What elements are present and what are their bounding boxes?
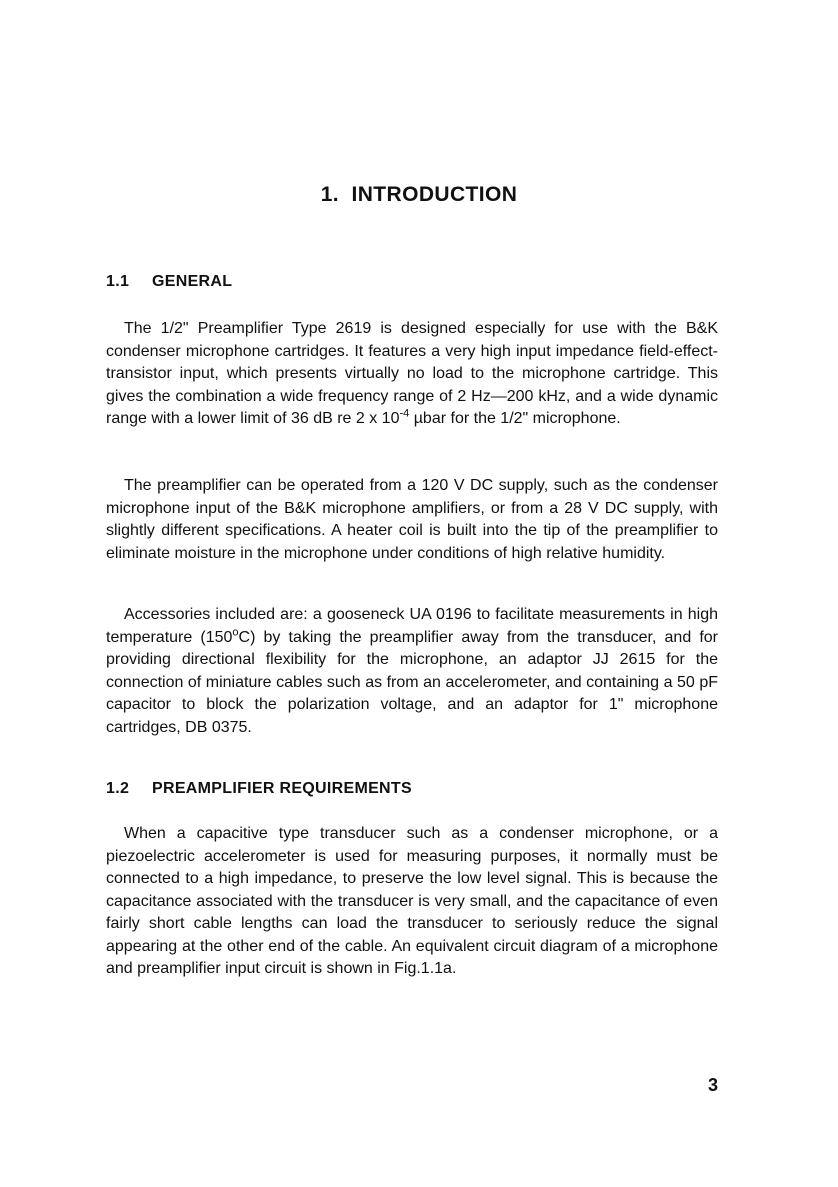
paragraph-text: Accessories included are: a gooseneck UA 0196 to facilitate measurements in high temperature (150 [106, 606, 718, 646]
section-title: GENERAL [152, 273, 233, 290]
superscript-degree: o [232, 626, 239, 639]
paragraph-general-1 [106, 318, 718, 431]
chapter-title [0, 183, 838, 207]
paragraph-general-3 [106, 604, 718, 739]
section-heading-preamplifier-requirements [106, 780, 412, 798]
section-heading-general [106, 273, 232, 291]
section-title: PREAMPLIFIER REQUIREMENTS [152, 780, 412, 797]
paragraph-text: C) by taking the preamplifier away from the transducer, and for providing directional flexibility for the microphone, an adaptor JJ 2615 for the connection of miniature cables such as from an accelerometer, and containing a 50 pF capacitor to block the polarization voltage, and an adaptor for 1" microphone cartridges, DB 0375. [106, 628, 719, 736]
paragraph-text: The 1/2" Preamplifier Type 2619 is designed especially for use with the B&K condenser microphone cartridges. It features a very high input impedance field-effect-transistor input, which presents virtually no load to the microphone cartridge. This gives the combination a wide frequency range of 2 Hz—200 kHz, and a wide dynamic range with a lower limit of 36 dB re 2 x 10 [106, 320, 718, 427]
page-number: 3 [707, 1075, 718, 1095]
paragraph-text: µbar for the 1/2" microphone. [409, 410, 621, 427]
section-number: 1.1 [106, 273, 130, 290]
paragraph-general-2: The preamplifier can be operated from a 120 V DC supply, such as the condenser microphone input of the B&K microphone amplifiers, or from a 28 V DC supply, with slightly different specifications. A heater coil is built into the tip of the preamplifier to eliminate moisture in the microphone under conditions of high relative humidity. [106, 477, 718, 562]
section-number: 1.2 [106, 780, 130, 797]
superscript-exponent: -4 [399, 407, 410, 420]
chapter-title-text: INTRODUCTION [351, 183, 518, 206]
paragraph-requirements-1: When a capacitive type transducer such as a condenser microphone, or a piezoelectric accelerometer is used for measuring purposes, it normally must be connected to a high impedance, to preserve the low level signal. This is because the capacitance associated with the transducer is very small, and the capacitance of even fairly short cable lengths can load the transducer to seriously reduce the signal appearing at the other end of the cable. An equivalent circuit diagram of a microphone and preamplifier input circuit is shown in Fig.1.1a. [106, 825, 718, 977]
chapter-number: 1. [320, 183, 340, 206]
